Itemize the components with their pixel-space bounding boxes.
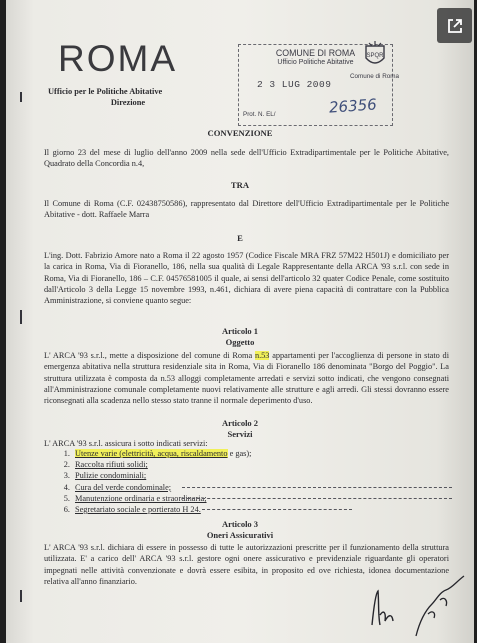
article1-text-rest: appartamenti per l'accoglienza di persone in stato di emergenza abitativa nella struttura residenziale sita in Roma, Via di Fioranello 186 denominata "Borgo del Poggio". La struttura utilizzata è composta da n.53 alloggi completamente arredati e servizi sotto indicati, che vengono consegnati all'Amministrazione comunale completamente nuovi relativamente alle strutture e agli arredi. Gli stessi dovranno essere riconsegnati alla scadenza nello stesso stato tranne il normale deperimento d'uso. <box>44 351 449 406</box>
article3-paragraph: L' ARCA '93 s.r.l. dichiara di essere in possesso di tutte le autorizzazioni prescritte per il funzionamento della struttura utilizzata. E' a carico dell' ARCA '93 s.r.l. gestore ogni onere assicurativo e previdenziale riguardante gli operatori impegnati nelle attività convenzionate e dovrà essere esibita, in proposito ed ove richiesta, idonea documentazione relativa all'anno finanziario. <box>44 543 449 586</box>
article3-title: Articolo 3 <box>221 519 259 529</box>
office-heading <box>48 86 208 108</box>
article1-subtitle: Oggetto <box>225 337 255 347</box>
list-item-text: Cura del verde condominale; <box>75 482 172 492</box>
article2-subtitle: Servizi <box>227 429 253 439</box>
list-item <box>58 448 251 459</box>
margin-mark <box>20 310 22 324</box>
article3-subtitle: Oneri Assicurativi <box>206 530 274 540</box>
comune-emblem-icon <box>364 40 386 70</box>
article1-paragraph <box>44 350 449 406</box>
handwritten-signature <box>406 570 474 640</box>
list-item <box>58 470 251 481</box>
article1-text-start: L' ARCA '93 s.r.l., mette a disposizione del comune di Roma <box>44 351 255 360</box>
list-item-text: Pulizie condominiali; <box>75 471 147 481</box>
open-external-button[interactable] <box>437 8 472 43</box>
document-page <box>6 0 474 643</box>
open-external-icon <box>446 17 464 35</box>
highlighted-apartment-count: n.53 <box>254 351 270 360</box>
services-list <box>58 448 251 515</box>
list-item-text: Segretariato sociale e portierato H 24. <box>75 505 201 515</box>
utilities-highlight: Utenze varie (elettricità, acqua, riscaldamento <box>75 449 228 458</box>
list-item-number: 1. <box>63 449 70 458</box>
roma-logo: ROMA <box>58 38 177 79</box>
article2-intro: L' ARCA '93 s.r.l. assicura i sotto indicati servizi: <box>44 439 208 448</box>
list-item-number: 4. <box>63 482 70 492</box>
office-name: Ufficio per le Politiche Abitative <box>48 87 163 96</box>
article2-title: Articolo 2 <box>221 418 259 428</box>
handwritten-dash-line <box>182 487 452 489</box>
list-item-text-end: e gas); <box>227 449 252 458</box>
party1-paragraph: Il Comune di Roma (C.F. 02438750586), rappresentato dal Direttore dell'Ufficio Extradipartimentale per le Politiche Abitative - dott. Raffaele Marra <box>44 199 449 220</box>
document-title: CONVENZIONE <box>207 128 273 138</box>
margin-mark <box>20 92 22 102</box>
stamp-title: COMUNE DI ROMA <box>275 48 356 58</box>
stamp-subtitle: Ufficio Politiche Abitative <box>277 59 354 66</box>
list-item-text: Manutenzione ordinaria e straordinaria; <box>75 493 207 503</box>
e-heading: E <box>237 233 243 243</box>
intro-paragraph: Il giorno 23 del mese di luglio dell'anno 2009 nella sede dell'Ufficio Extradipartimentale per le Politiche Abitative, Quadrato della Concordia n.4, <box>44 148 449 169</box>
comune-label: Comune di Roma <box>350 73 399 80</box>
article1-title: Articolo 1 <box>221 326 259 336</box>
stamp-protocol-label: Prot. N. EL/ <box>243 111 276 118</box>
initials-signature <box>366 585 406 635</box>
margin-mark <box>20 590 22 602</box>
list-item-text: Raccolta rifiuti solidi; <box>75 460 148 470</box>
handwritten-dash-line <box>182 498 452 500</box>
list-item-number: 5. <box>63 493 70 503</box>
party2-paragraph: L'ing. Dott. Fabrizio Amore nato a Roma il 22 agosto 1957 (Codice Fiscale MRA FRZ 57M22 H501J) e domiciliato per la carica in Roma, Via di Fioranello, 186, nella sua qualità di Legale Rappresentante della ARCA '93 s.r.l. con sede in Roma, Via di Fioranello, 186 – C.F. 04576581005 il quale, ai sensi dell'articolo 32 quater Codice Penale, come sostituito dall'Articolo 3 della Legge 15 novembre 1993, n.461, dichiara di avere piena capacità di contrattare con la Pubblica Amministrazione, si conviene quanto segue: <box>44 251 449 306</box>
list-item-number: 6. <box>63 505 70 515</box>
svg-text:SPQR: SPQR <box>366 53 384 59</box>
list-item-number: 3. <box>63 471 70 481</box>
handwritten-dash-line <box>202 509 352 511</box>
tra-heading: TRA <box>230 180 250 190</box>
office-direction: Direzione <box>110 98 146 107</box>
stamp-protocol-number: 26356 <box>328 95 378 117</box>
list-item-number: 2. <box>63 460 70 470</box>
list-item <box>58 459 251 470</box>
stamp-date: 2 3 LUG 2009 <box>257 79 332 90</box>
